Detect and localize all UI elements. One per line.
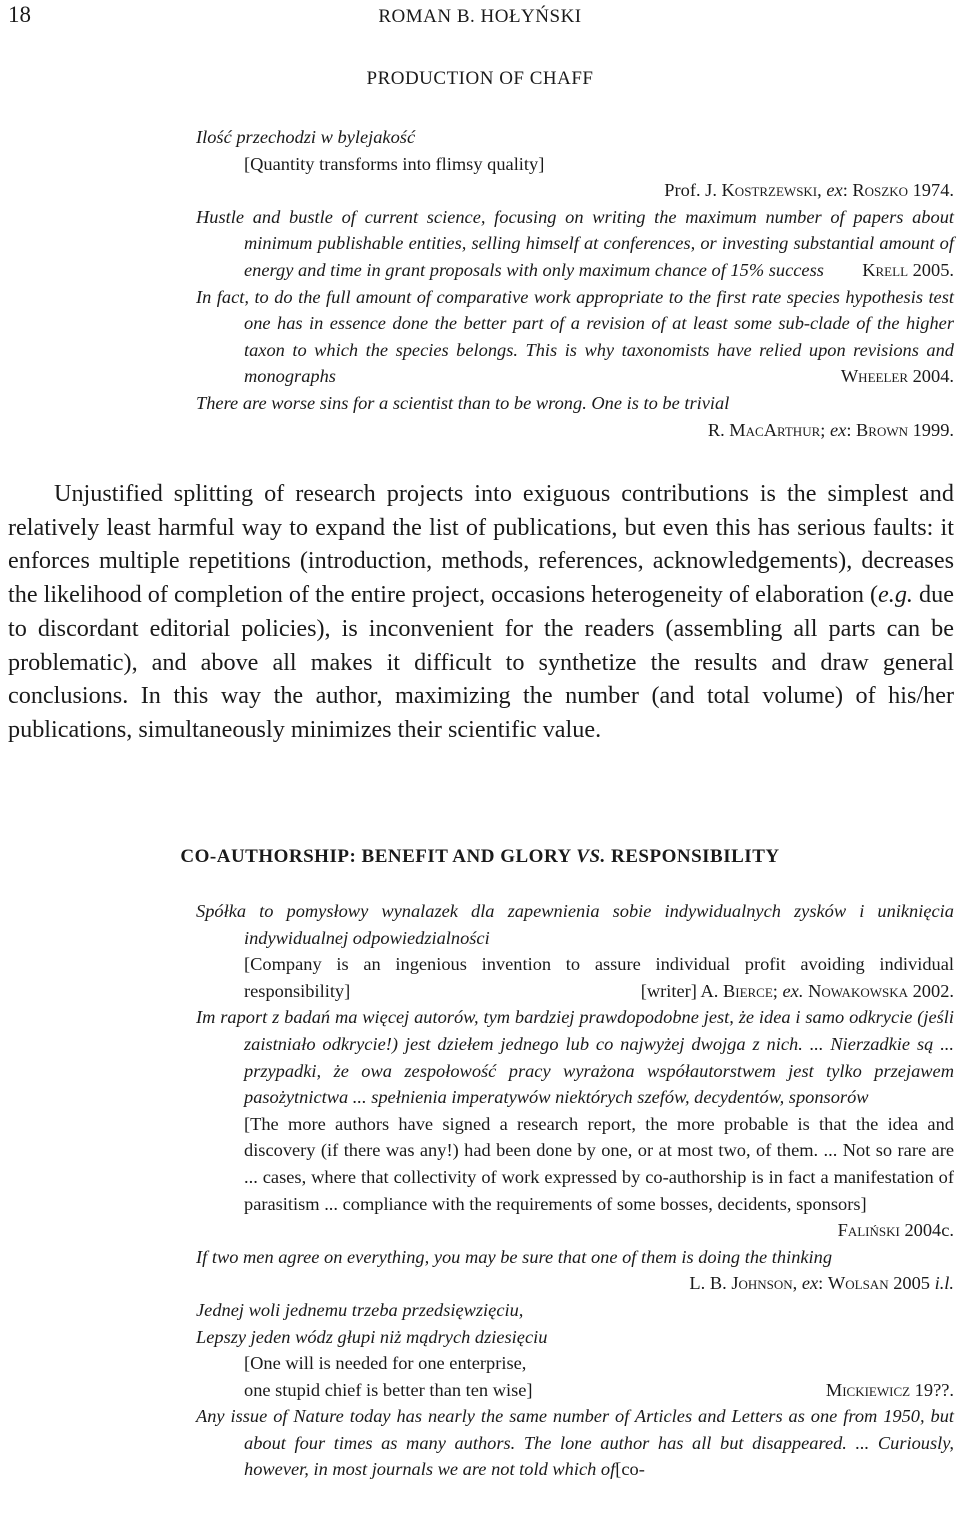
running-title: ROMAN B. HOŁYŃSKI — [378, 6, 582, 27]
page-number: 18 — [8, 2, 31, 27]
epigraph-translation: [The more authors have signed a research report, the more probable is that the idea and discovery (if there was any!) had been done by one, or at most two, of them. ... Not so rare are ... cases, where that collectivity of work expressed by co-authorship is in fact a manifestation of parasitism ... compliance with the requirements of some bosses, decidents, sponsors] Faliński 2004c. — [196, 1111, 954, 1217]
epigraph-quote: Im raport z badań ma więcej autorów, tym bardziej prawdopodobne jest, że idea i samo odkrycie (jeśli zaistniało odkrycie!) jest dziełem jednego lub co najwyżej dwojga z nich. ... Nierzadkie są ... przypadki, że owa zespołowość pracy wyrażona współautorstwem jest tylko przejawem pasożytnictwa ... spełnienia imperatywów niektórych szefów, decydentów, sponsorów — [196, 1007, 954, 1108]
epigraph-source: Mickiewicz 19??. — [825, 1379, 954, 1400]
epigraph-source: Krell 2005. — [862, 259, 954, 280]
epigraph-translation: [One will is needed for one enterprise, — [244, 1353, 527, 1374]
epigraph-translation: [Quantity transforms into flimsy quality] — [244, 153, 545, 174]
epigraph-translation: one stupid chief is better than ten wise] Mickiewicz 19??. — [196, 1377, 954, 1404]
section-title: CO-AUTHORSHIP: BENEFIT AND GLORY VS. RESPONSIBILITY — [180, 846, 780, 867]
epigraph-quote: There are worse sins for a scientist than to be wrong. One is to be trivial — [196, 392, 730, 413]
section-title: PRODUCTION OF CHAFF — [366, 68, 594, 89]
epigraph-quote: Ilość przechodzi w bylejakość — [196, 127, 416, 147]
epigraph-verse: Jednej woli jednemu trzeba przedsięwzięciu, — [196, 1299, 524, 1320]
epigraph-source: L. B. Johnson, ex: Wolsan 2005 i.l. — [689, 1273, 954, 1294]
body-paragraph: Unjustified splitting of research projects into exiguous contributions is the simplest and relatively least harmful way to expand the list of publications, but even this has serious faults: it enforces multiple repetitions (introduction, methods, references, acknowledgements), decreases the likelihood of completion of the entire project, occasions heterogeneity of elaboration (e.g. due to discordant editorial policies), is inconvenient for the readers (assembling all parts can be problematic), and above all makes it difficult to synthetize the results and draw general conclusions. In this way the author, maximizing the number (and total volume) of his/her publications, simultaneously minimizes their scientific value. — [8, 480, 954, 743]
epigraph-translation: [Company is an ingenious invention to assure individual profit avoiding individual responsibility] [writer] A. Bierce; ex. Nowakowska 2002. — [196, 951, 954, 1004]
epigraph-quote: Any issue of Nature today has nearly the same number of Articles and Letters as one from 1950, but about four times as many authors. The lone author has all but disappeared. ... Curiously, however, in most journals we are not told which of[co- — [196, 1406, 954, 1480]
epigraph-quote: If two men agree on everything, you may be sure that one of them is doing the thinking — [196, 1246, 833, 1267]
epigraph-source: Faliński 2004c. — [837, 1220, 954, 1241]
epigraph-source: Prof. J. Kostrzewski, ex: Roszko 1974. — [664, 180, 954, 201]
epigraph-block — [196, 898, 954, 1483]
epigraph-block — [196, 124, 954, 443]
epigraph-source: R. MacArthur; ex: Brown 1999. — [707, 419, 954, 440]
epigraph-quote: In fact, to do the full amount of comparative work appropriate to the first rate species hypothesis test one has in essence done the better part of a revision of at least some sub-clade of the higher taxon to which the species belongs. This is why taxonomists have relied upon revisions and monographs Wheeler 2004. — [196, 284, 954, 390]
epigraph-quote: Hustle and bustle of current science, focusing on writing the maximum number of papers about minimum publishable entities, selling himself at conferences, or investing substantial amount of energy and time in grant proposals with only maximum chance of 15% success Krell 2005. — [196, 204, 954, 284]
epigraph-source: [writer] A. Bierce; ex. Nowakowska 2002. — [640, 980, 954, 1001]
epigraph-verse: Lepszy jeden wódz głupi niż mądrych dziesięciu — [196, 1326, 548, 1347]
epigraph-quote: Spółka to pomysłowy wynalazek dla zapewnienia sobie indywidualnych zysków i uniknięcia indywidualnej odpowiedzialności — [196, 901, 954, 948]
epigraph-source: Wheeler 2004. — [840, 366, 954, 387]
